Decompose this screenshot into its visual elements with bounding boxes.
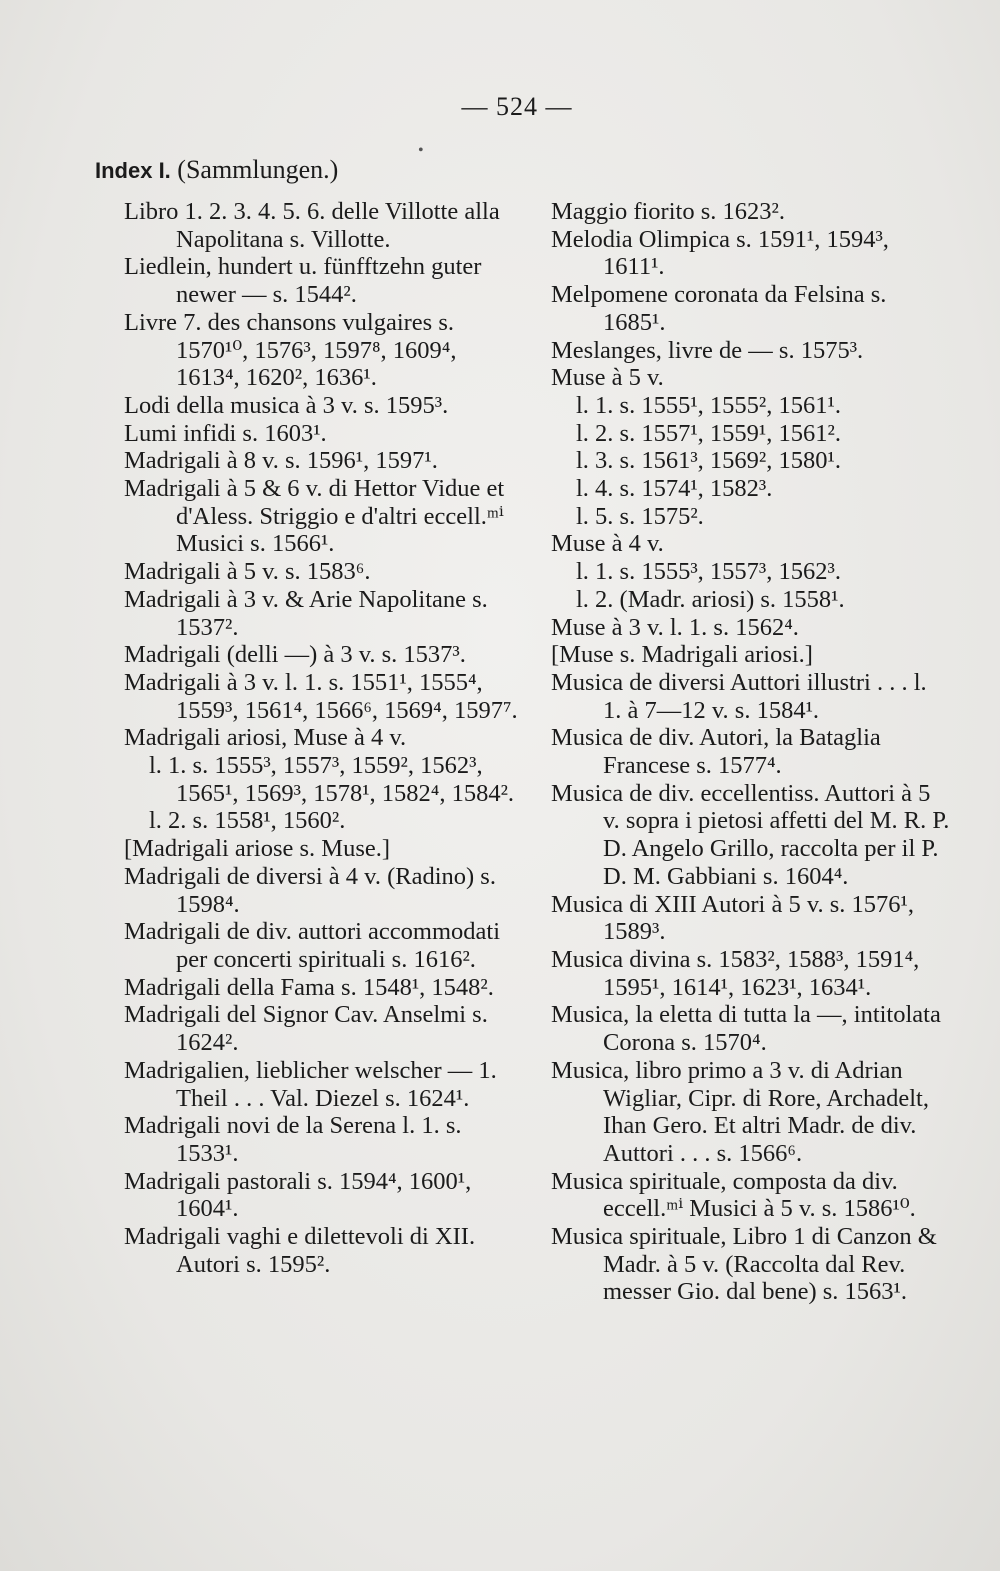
index-entry: Livre 7. des chansons vulgaires s. 1570¹⁰, 1576³, 1597⁸, 1609⁴, 1613⁴, 1620², 1636¹.: [124, 308, 457, 392]
index-heading-label: Index I.: [95, 158, 171, 183]
index-entry: Meslanges, livre de — s. 1575³.: [551, 336, 864, 364]
index-subentry: l. 1. s. 1555³, 1557³, 1559², 1562³, 1565¹, 1569³, 1578¹, 1582⁴, 1584².: [149, 752, 515, 807]
index-entry: Musica de diversi Auttori illustri . . . l. 1. à 7—12 v. s. 1584¹.: [551, 668, 927, 724]
index-entry: Melpomene coronata da Felsina s. 1685¹.: [551, 281, 887, 336]
index-entry: [Madrigali ariose s. Muse.]: [124, 835, 391, 863]
index-entry: Madrigali novi de la Serena l. 1. s. 1533¹.: [124, 1112, 462, 1167]
index-entry: Musica, libro primo a 3 v. di Adrian Wigliar, Cipr. di Rore, Archadelt, Ihan Gero. Et altri Madr. de div. Auttori . . . s. 1566⁶.: [551, 1056, 929, 1167]
index-entry: Madrigali del Signor Cav. Anselmi s. 1624².: [124, 1001, 488, 1057]
index-entry: Madrigali pastorali s. 1594⁴, 1600¹, 1604¹.: [124, 1167, 472, 1223]
index-entry: Madrigali à 5 v. s. 1583⁶.: [124, 558, 371, 586]
index-subentry: l. 2. s. 1558¹, 1560².: [149, 807, 346, 835]
index-entry: Muse à 3 v. l. 1. s. 1562⁴.: [551, 613, 799, 641]
index-entry: Lodi della musica à 3 v. s. 1595³.: [124, 391, 449, 419]
index-entry: Muse à 4 v.: [551, 530, 664, 558]
index-entry: Musica spirituale, Libro 1 di Canzon & Madr. à 5 v. (Raccolta dal Rev. messer Gio. dal bene) s. 1563¹.: [551, 1223, 937, 1306]
index-entry: Musica de div. eccellentiss. Auttori à 5 v. sopra i pietosi affetti del M. R. P. D. Angelo Grillo, raccolta per il P. D. M. Gabbiani s. 1604⁴.: [551, 779, 950, 890]
index-entry: Maggio fiorito s. 1623².: [551, 198, 785, 225]
index-entry: Musica divina s. 1583², 1588³, 1591⁴, 1595¹, 1614¹, 1623¹, 1634¹.: [551, 945, 920, 1001]
index-heading-subtitle: (Sammlungen.): [177, 155, 339, 184]
index-entry: Madrigali à 3 v. l. 1. s. 1551¹, 1555⁴, 1559³, 1561⁴, 1566⁶, 1569⁴, 1597⁷.: [124, 668, 518, 724]
index-entry: Madrigali à 5 & 6 v. di Hettor Vidue et d'Aless. Striggio e d'altri eccell.ᵐⁱ Musici s. 1566¹.: [124, 475, 505, 558]
right-column: [551, 198, 951, 1306]
index-subentry: l. 2. (Madr. ariosi) s. 1558¹.: [576, 585, 845, 613]
index-subentry: l. 1. s. 1555¹, 1555², 1561¹.: [576, 391, 842, 419]
index-entry: Madrigalien, lieblicher welscher — 1. Theil . . . Val. Diezel s. 1624¹.: [124, 1056, 497, 1112]
index-entry: Madrigali (delli —) à 3 v. s. 1537³.: [124, 641, 466, 669]
index-entry: Libro 1. 2. 3. 4. 5. 6. delle Villotte alla Napolitana s. Villotte.: [124, 198, 500, 253]
index-entry: Liedlein, hundert u. fünfftzehn guter newer — s. 1544².: [124, 253, 482, 309]
index-entry: Musica di XIII Autori à 5 v. s. 1576¹, 1589³.: [551, 890, 915, 946]
printer-dot: •: [418, 142, 424, 159]
index-subentry: l. 1. s. 1555³, 1557³, 1562³.: [576, 558, 842, 586]
index-entry: Lumi infidi s. 1603¹.: [124, 419, 327, 447]
page-number: — 524 —: [461, 92, 573, 121]
index-entry: [Muse s. Madrigali ariosi.]: [551, 641, 813, 669]
index-entry: Madrigali de div. auttori accommodati per concerti spirituali s. 1616².: [124, 918, 501, 973]
index-entry: Muse à 5 v.: [551, 364, 664, 392]
index-heading: [95, 155, 338, 185]
index-entry: Melodia Olimpica s. 1591¹, 1594³, 1611¹.: [551, 225, 889, 281]
index-entry: Musica de div. Autori, la Bataglia Francese s. 1577⁴.: [551, 724, 881, 780]
index-entry: Madrigali ariosi, Muse à 4 v.: [124, 724, 407, 752]
index-entry: Musica spirituale, composta da div. eccell.ᵐⁱ Musici à 5 v. s. 1586¹⁰.: [551, 1167, 916, 1223]
index-entry: Madrigali vaghi e dilettevoli di XII. Autori s. 1595².: [124, 1223, 476, 1278]
index-entry: Madrigali de diversi à 4 v. (Radino) s. 1598⁴.: [124, 862, 496, 918]
index-entry: Musica, la eletta di tutta la —, intitolata Corona s. 1570⁴.: [551, 1001, 941, 1057]
index-subentry: l. 5. s. 1575².: [576, 502, 704, 530]
index-entry: Madrigali à 8 v. s. 1596¹, 1597¹.: [124, 447, 438, 475]
index-entry: Madrigali à 3 v. & Arie Napolitane s. 1537².: [124, 585, 488, 641]
index-subentry: l. 3. s. 1561³, 1569², 1580¹.: [576, 447, 842, 475]
index-subentry: l. 2. s. 1557¹, 1559¹, 1561².: [576, 419, 842, 447]
left-column: [124, 198, 519, 1278]
index-subentry: l. 4. s. 1574¹, 1582³.: [576, 475, 773, 503]
index-entry: Madrigali della Fama s. 1548¹, 1548².: [124, 973, 494, 1001]
